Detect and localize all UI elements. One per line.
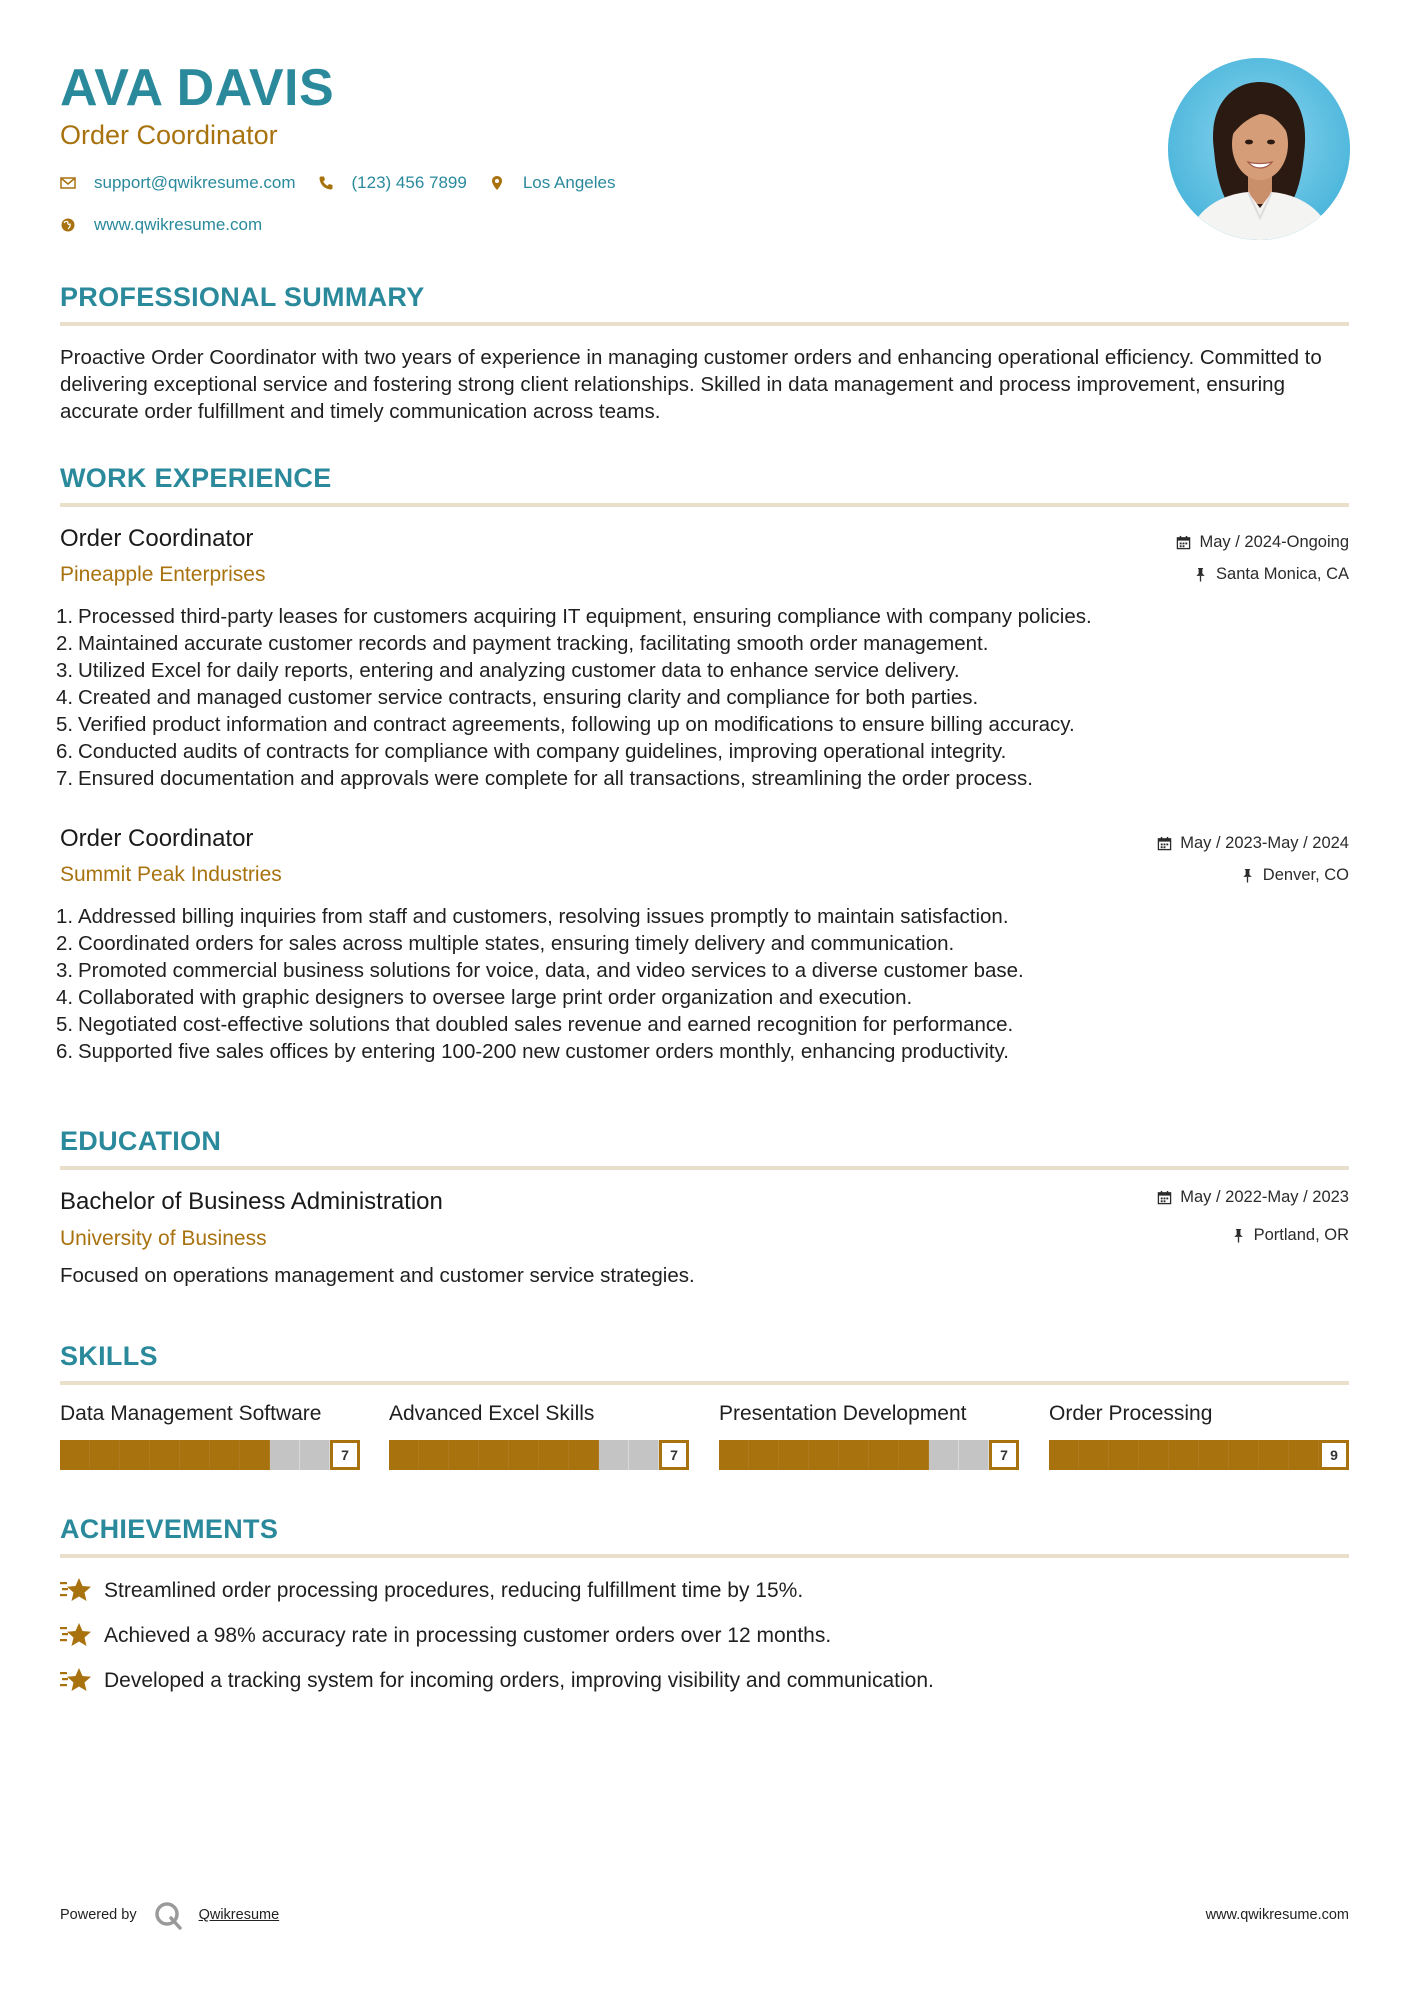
job-dates [1157,834,1349,853]
skill-level-segment [1109,1440,1139,1470]
skill-level-segment [629,1440,659,1470]
section-title-experience: WORK EXPERIENCE [60,463,332,493]
skill-level-segment [899,1440,929,1470]
skill-level-segment [389,1440,419,1470]
school-name: University of Business [60,1227,267,1250]
contact-row [60,173,637,193]
skill-level-segment [60,1440,90,1470]
calendar-icon [1157,836,1172,851]
job-location [1193,565,1349,584]
section-divider [60,1554,1349,1558]
skill-level-segment [180,1440,210,1470]
candidate-role: Order Coordinator [60,120,278,150]
skill-name: Presentation Development [719,1402,967,1425]
skill-item [389,1402,689,1470]
phone-icon [318,175,334,191]
location-text: Los Angeles [522,173,616,192]
contact-phone[interactable] [318,173,467,193]
job-location [1240,866,1349,885]
skill-level-segment [839,1440,869,1470]
location-text: Portland, OR [1253,1226,1349,1244]
skill-level-segment [1139,1440,1169,1470]
qwikresume-logo-icon [153,1900,183,1930]
phone-text: (123) 456 7899 [351,173,467,192]
skill-level-segment [779,1440,809,1470]
skill-level-segment [419,1440,449,1470]
list-item: 4. Collaborated with graphic designers to oversee large print order organization and execution. [56,986,913,1009]
job-bullets [56,603,1356,792]
skill-item [719,1402,1019,1470]
job-title: Order Coordinator [60,525,254,552]
skill-item [1049,1402,1349,1470]
achievement-item [60,1666,934,1696]
achievement-text: Streamlined order processing procedures, reducing fulfillment time by 15%. [104,1579,804,1602]
skill-level-segment [1079,1440,1109,1470]
star-award-icon [60,1666,92,1696]
company-name: Pineapple Enterprises [60,563,266,586]
skill-level-badge: 7 [330,1440,360,1470]
skill-level-segment [869,1440,899,1470]
list-item: 5. Verified product information and contract agreements, following up on modifications to ensure billing accuracy. [56,713,1075,736]
job-dates [1176,533,1349,552]
list-item: 2. Coordinated orders for sales across multiple states, ensuring timely delivery and communication. [56,932,955,955]
job-title: Order Coordinator [60,825,254,852]
education-dates [1157,1188,1349,1207]
list-item: 3. Promoted commercial business solutions for voice, data, and video services to a diverse customer base. [56,959,1024,982]
list-item: 1. Addressed billing inquiries from staff and customers, resolving issues promptly to maintain satisfaction. [56,905,1009,928]
list-item: 4. Created and managed customer service contracts, ensuring clarity and compliance for both parties. [56,686,979,709]
skill-level-segment [1229,1440,1259,1470]
company-name: Summit Peak Industries [60,863,282,886]
calendar-icon [1176,535,1191,550]
list-item: 5. Negotiated cost-effective solutions that doubled sales revenue and earned recognition for performance. [56,1013,1014,1036]
skill-level-segment [300,1440,330,1470]
contact-location [489,173,616,193]
achievement-item [60,1621,831,1651]
job-bullets [56,903,1356,1065]
achievement-text: Developed a tracking system for incoming orders, improving visibility and communication. [104,1669,934,1692]
pushpin-icon [1231,1228,1246,1243]
achievement-text: Achieved a 98% accuracy rate in processing customer orders over 12 months. [104,1624,832,1647]
skill-level-segment [569,1440,599,1470]
powered-by-label: Powered by [60,1907,137,1923]
candidate-name: AVA DAVIS [60,59,335,117]
star-award-icon [60,1621,92,1651]
section-divider [60,1166,1349,1170]
section-title-achievements: ACHIEVEMENTS [60,1514,279,1544]
skill-level-segment [599,1440,629,1470]
email-text: support@qwikresume.com [94,173,296,192]
list-item: 6. Supported five sales offices by entering 100-200 new customer orders monthly, enhancing productivity. [56,1040,1009,1063]
skill-name: Order Processing [1049,1402,1213,1425]
section-divider [60,322,1349,326]
skill-level-badge: 7 [659,1440,689,1470]
footer-powered-by [60,1900,279,1930]
skill-level-bar [1049,1440,1349,1470]
skill-level-segment [150,1440,180,1470]
footer-website[interactable]: www.qwikresume.com [1205,1907,1349,1923]
education-location [1231,1226,1349,1245]
skill-level-badge: 7 [989,1440,1019,1470]
skill-level-segment [719,1440,749,1470]
skill-item [60,1402,360,1470]
brand-link[interactable]: Qwikresume [198,1907,280,1923]
summary-text: Proactive Order Coordinator with two years of experience in managing customer orders and enhancing operational efficiency. Committed to delivering exceptional service and fostering strong client relationships. Skilled in data management and process improvement, ensuring accurate order fulfillment and timely communication across teams. [60,346,1322,423]
skill-name: Data Management Software [60,1402,322,1425]
dates-text: May / 2024-Ongoing [1199,533,1349,551]
achievement-item [60,1576,803,1606]
skill-level-bar [60,1440,360,1470]
section-title-education: EDUCATION [60,1126,222,1156]
contact-email[interactable] [60,173,296,193]
skill-level-segment [749,1440,779,1470]
list-item: 2. Maintained accurate customer records and payment tracking, facilitating smooth order management. [56,632,989,655]
list-item: 3. Utilized Excel for daily reports, entering and analyzing customer data to enhance service delivery. [56,659,960,682]
map-pin-icon [489,175,505,191]
skill-level-bar [719,1440,1019,1470]
skill-level-segment [539,1440,569,1470]
globe-icon [60,217,76,233]
list-item: 6. Conducted audits of contracts for compliance with company guidelines, improving operational integrity. [56,740,1007,763]
list-item: 1. Processed third-party leases for customers acquiring IT equipment, ensuring compliance with company policies. [56,605,1092,628]
skill-level-segment [479,1440,509,1470]
skill-level-segment [959,1440,989,1470]
dates-text: May / 2023-May / 2024 [1180,834,1349,852]
section-title-skills: SKILLS [60,1341,158,1371]
skill-level-segment [240,1440,270,1470]
dates-text: May / 2022-May / 2023 [1180,1188,1349,1206]
star-award-icon [60,1576,92,1606]
location-text: Santa Monica, CA [1216,565,1349,583]
profile-photo [1168,58,1350,240]
skill-level-segment [270,1440,300,1470]
skill-level-segment [120,1440,150,1470]
contact-website[interactable] [60,215,262,235]
skill-name: Advanced Excel Skills [389,1402,595,1425]
skill-level-segment [90,1440,120,1470]
skill-level-segment [1199,1440,1229,1470]
website-text: www.qwikresume.com [94,215,263,234]
education-description: Focused on operations management and customer service strategies. [60,1264,695,1287]
skill-level-badge: 9 [1319,1440,1349,1470]
calendar-icon [1157,1190,1172,1205]
skill-level-segment [1259,1440,1289,1470]
location-text: Denver, CO [1262,866,1349,884]
skill-level-bar [389,1440,689,1470]
skill-level-segment [809,1440,839,1470]
section-title-summary: PROFESSIONAL SUMMARY [60,282,425,312]
pushpin-icon [1193,567,1208,582]
section-divider [60,1381,1349,1385]
skill-level-segment [1049,1440,1079,1470]
degree-title: Bachelor of Business Administration [60,1188,443,1215]
contact-row-website [60,215,284,235]
skill-level-segment [1169,1440,1199,1470]
list-item: 7. Ensured documentation and approvals were complete for all transactions, streamlining the order process. [56,767,1033,790]
skill-level-segment [449,1440,479,1470]
skill-level-segment [210,1440,240,1470]
section-divider [60,503,1349,507]
envelope-icon [60,175,76,191]
skill-level-segment [509,1440,539,1470]
skill-level-segment [1289,1440,1319,1470]
skill-level-segment [929,1440,959,1470]
pushpin-icon [1240,868,1255,883]
